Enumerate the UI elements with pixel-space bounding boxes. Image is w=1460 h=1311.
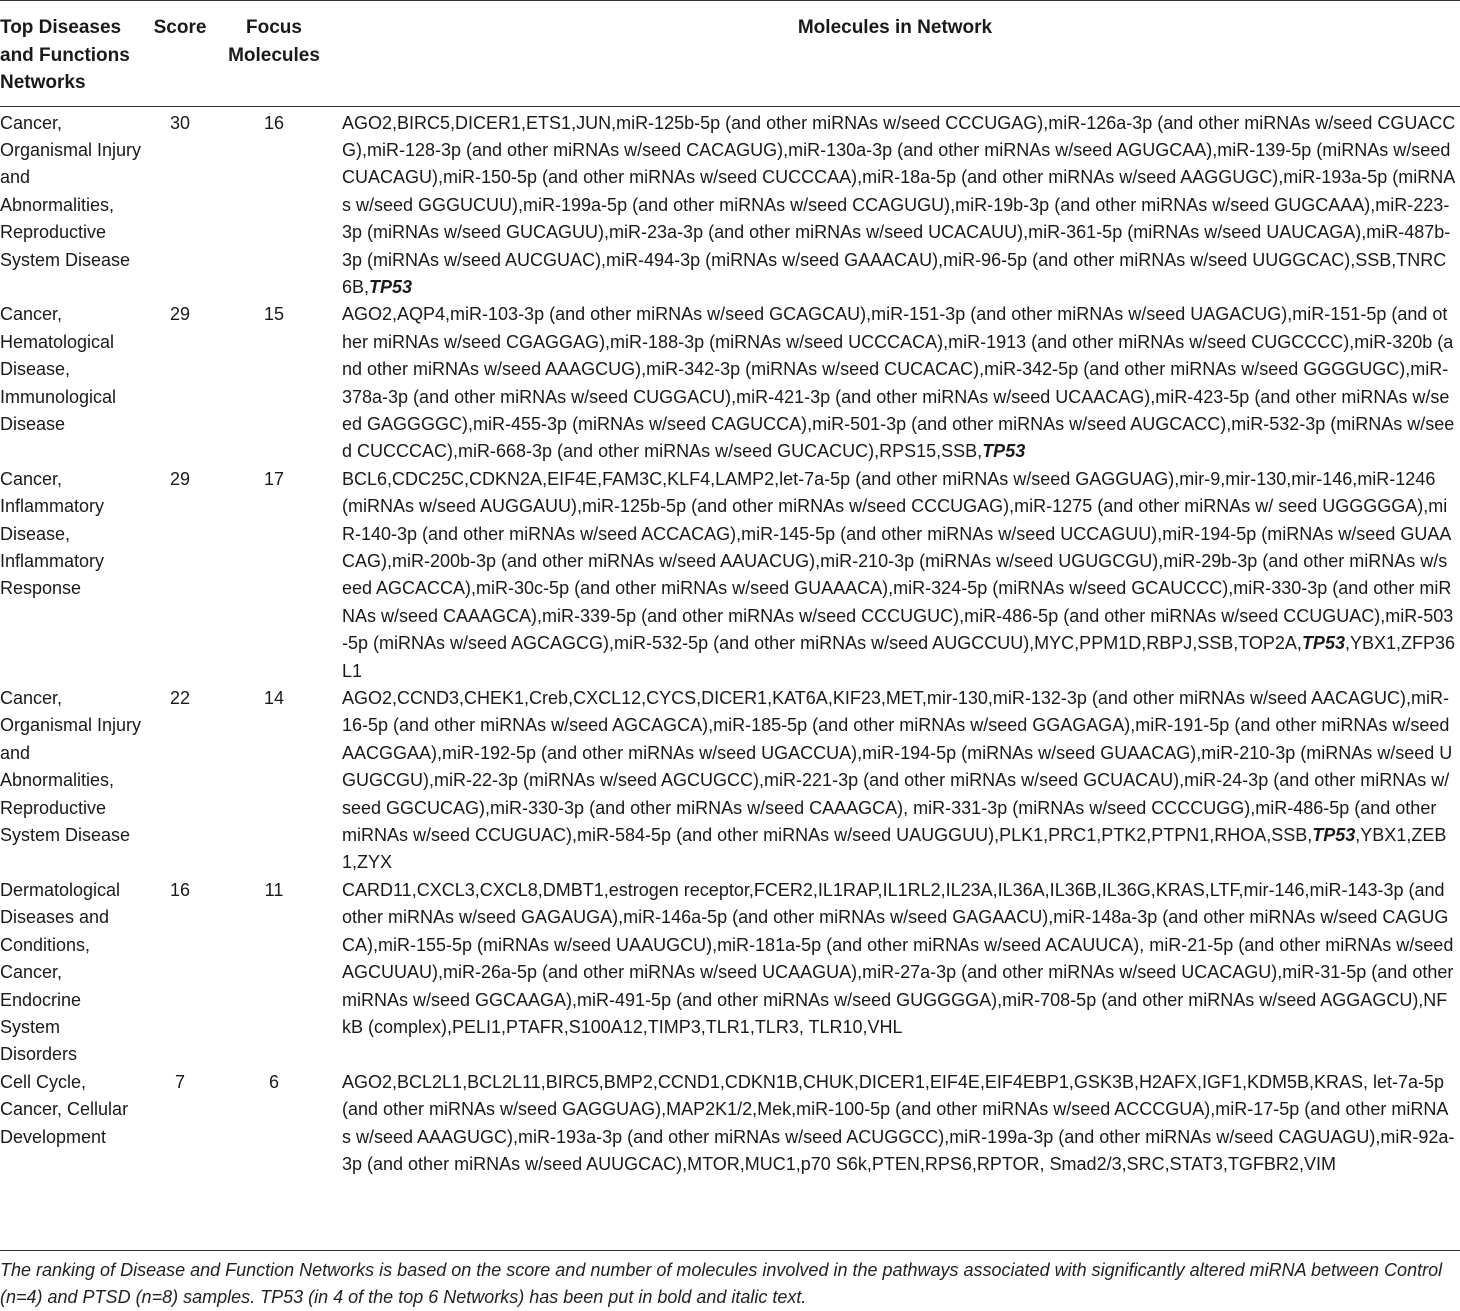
focus-cell: 11 [264, 879, 284, 900]
molecules-cell [330, 1069, 1460, 1179]
score-cell: 29 [169, 468, 191, 489]
network-cell: Cancer, Hematological Disease, Immunological Disease [0, 304, 117, 434]
score-cell: 22 [169, 688, 191, 709]
score-cell: 16 [169, 879, 191, 900]
header-focus-molecules: Focus Molecules [218, 1, 330, 107]
molecules-text: AGO2,BCL2L1,BCL2L11,BIRC5,BMP2,CCND1,CDKN1B,CHUK,DICER1,EIF4E,EIF4EBP1,GSK3B,H2AFX,IGF1,KDM5B,KRAS, let-7a-5p (and other miRNAs w/seed GAGGUAG),MAP2K1/2,Mek,miR-100-5p (and other miRNAs w/seed ACCCGUA),miR-17-5p (and other miRNAs w/seed AAAGUGC),miR-193a-3p (and other miRNAs w/seed ACUGGCC),miR-199a-3p (and other miRNAs w/seed CAGUAGU),miR-92a-3p (and other miRNAs w/seed AUUGCAC),MTOR,MUC1,p70 S6k,PTEN,RPS6,RPTOR, Smad2/3,SRC,STAT3,TGFBR2,VIM [342, 1071, 1455, 1174]
table-row [0, 106, 1460, 301]
table-header-row [0, 1, 1460, 107]
tp53-highlight: TP53 [1312, 825, 1356, 846]
tp53-highlight: TP53 [1301, 633, 1345, 654]
header-molecules: Molecules in Network [330, 1, 1460, 107]
molecules-cell [330, 106, 1460, 301]
molecules-cell [330, 301, 1460, 465]
focus-cell: 6 [268, 1071, 279, 1092]
table-row [0, 301, 1460, 465]
score-cell: 7 [174, 1071, 185, 1092]
tp53-highlight: TP53 [982, 441, 1026, 462]
table-footnote: The ranking of Disease and Function Networks is based on the score and number of molecules involved in the pathways associated with significantly altered miRNA between Control (n=4) and PTSD (n=8) samples. TP53 (in 4 of the top 6 Networks) has been put in bold and italic text. [0, 1250, 1460, 1311]
network-cell: Cancer, Organismal Injury and Abnormalities, Reproductive System Disease [0, 688, 142, 846]
molecules-cell [330, 685, 1460, 877]
network-cell: Cancer, Inflammatory Disease, Inflammatory Response [0, 468, 105, 599]
score-cell: 30 [169, 112, 191, 133]
molecules-text-after: ,YBX1,ZFP36L1 [342, 633, 1456, 681]
table-row [0, 685, 1460, 877]
network-cell: Dermatological Diseases and Conditions, Cancer, Endocrine System Disorders [0, 879, 121, 1065]
molecules-text-after: ,YBX1,ZEB1,ZYX [342, 825, 1447, 873]
molecules-text: AGO2,AQP4,miR-103-3p (and other miRNAs w/seed GCAGCAU),miR-151-3p (and other miRNAs w/seed UAGACUG),miR-151-5p (and other miRNAs w/seed CGAGGAG),miR-188-3p (miRNAs w/seed UCCCACA),miR-1913 (and other miRNAs w/seed CUGCCCC),miR-320b (and other miRNAs w/seed AAAGCUG),miR-342-3p (miRNAs w/seed CUCACAC),miR-342-5p (and other miRNAs w/seed GGGGUGC),miR-378a-3p (and other miRNAs w/seed CUGGACU),miR-421-3p (and other miRNAs w/seed UCAACAG),miR-423-5p (and other miRNAs w/seed GAGGGGC),miR-455-3p (miRNAs w/seed CAGUCCA),miR-501-3p (and other miRNAs w/seed AUGCACC),miR-532-3p (miRNAs w/seed CUCCCAC),miR-668-3p (and other miRNAs w/seed GUCACUC),RPS15,SSB, [342, 304, 1455, 462]
tp53-highlight: TP53 [369, 276, 413, 297]
score-cell: 29 [169, 304, 191, 325]
focus-cell: 14 [263, 688, 285, 709]
molecules-text: CARD11,CXCL3,CXCL8,DMBT1,estrogen receptor,FCER2,IL1RAP,IL1RL2,IL23A,IL36A,IL36B,IL36G,KRAS,LTF,mir-146,miR-143-3p (and other miRNAs w/seed GAGAUGA),miR-146a-5p (and other miRNAs w/seed GAGAACU),miR-148a-3p (and other miRNAs w/seed CAGUGCA),miR-155-5p (miRNAs w/seed UAAUGCU),miR-181a-5p (and other miRNAs w/seed ACAUUCA), miR-21-5p (and other miRNAs w/seed AGCUUAU),miR-26a-5p (and other miRNAs w/seed UCAAGUA),miR-27a-3p (and other miRNAs w/seed UCACAGU),miR-31-5p (and other miRNAs w/seed GGCAAGA),miR-491-5p (and other miRNAs w/seed GUGGGGA),miR-708-5p (and other miRNAs w/seed AGGAGCU),NFkB (complex),PELI1,PTAFR,S100A12,TIMP3,TLR1,TLR3, TLR10,VHL [342, 879, 1454, 1037]
network-cell: Cancer, Organismal Injury and Abnormalities, Reproductive System Disease [0, 112, 142, 270]
header-score: Score [142, 1, 218, 107]
molecules-cell [330, 466, 1460, 685]
focus-cell: 17 [263, 468, 285, 489]
molecules-text: BCL6,CDC25C,CDKN2A,EIF4E,FAM3C,KLF4,LAMP2,let-7a-5p (and other miRNAs w/seed GAGGUAG),mir-9,mir-130,mir-146,miR-1246 (miRNAs w/seed AUGGAUU),miR-125b-5p (and other miRNAs w/seed CCCUGAG),miR-1275 (and other miRNAs w/ seed UGGGGGA),miR-140-3p (and other miRNAs w/seed ACCACAG),miR-145-5p (and other miRNAs w/seed UCCAGUU),miR-194-5p (miRNAs w/seed GUAACAG),miR-200b-3p (and other miRNAs w/seed AAUACUG),miR-210-3p (miRNAs w/seed UGUGCGU),miR-29b-3p (and other miRNAs w/seed AGCACCA),miR-30c-5p (and other miRNAs w/seed GUAAACA),miR-324-5p (miRNAs w/seed GCAUCCC),miR-330-3p (and other miRNAs w/seed CAAAGCA),miR-339-5p (and other miRNAs w/seed CCCUGUC),miR-486-5p (and other miRNAs w/seed CCUGUAC),miR-503-5p (miRNAs w/seed AGCAGCG),miR-532-5p (and other miRNAs w/seed AUGCCUU),MYC,PPM1D,RBPJ,SSB,TOP2A, [342, 468, 1454, 654]
table-row [0, 466, 1460, 685]
table-row [0, 877, 1460, 1069]
header-network: Top Diseases and Functions Networks [0, 1, 142, 107]
molecules-text: AGO2,CCND3,CHEK1,Creb,CXCL12,CYCS,DICER1,KAT6A,KIF23,MET,mir-130,miR-132-3p (and other miRNAs w/seed AACAGUC),miR-16-5p (and other miRNAs w/seed AGCAGCA),miR-185-5p (and other miRNAs w/seed GGAGAGA),miR-191-5p (and other miRNAs w/seed AACGGAA),miR-192-5p (and other miRNAs w/seed UGACCUA),miR-194-5p (miRNAs w/seed GUAACAG),miR-210-3p (miRNAs w/seed UGUGCGU),miR-22-3p (miRNAs w/seed AGCUGCC),miR-221-3p (and other miRNAs w/seed GCUACAU),miR-24-3p (and other miRNAs w/seed GGCUCAG),miR-330-3p (and other miRNAs w/seed CAAAGCA), miR-331-3p (miRNAs w/seed CCCCUGG),miR-486-5p (and other miRNAs w/seed CCUGUAC),miR-584-5p (and other miRNAs w/seed UAUGGUU),PLK1,PRC1,PTK2,PTPN1,RHOA,SSB, [342, 688, 1453, 846]
focus-cell: 16 [263, 112, 285, 133]
molecules-cell [330, 877, 1460, 1069]
table-row [0, 1069, 1460, 1179]
focus-cell: 15 [263, 304, 285, 325]
molecules-text: AGO2,BIRC5,DICER1,ETS1,JUN,miR-125b-5p (and other miRNAs w/seed CCCUGAG),miR-126a-3p (and other miRNAs w/seed CGUACCG),miR-128-3p (and other miRNAs w/seed CACAGUG),miR-130a-3p (and other miRNAs w/seed AGUGCAA),miR-139-5p (miRNAs w/seed CUACAGU),miR-150-5p (and other miRNAs w/seed CUCCCAA),miR-18a-5p (and other miRNAs w/seed AAGGUGC),miR-193a-5p (miRNAs w/seed GGGUCUU),miR-199a-5p (and other miRNAs w/seed CCAGUGU),miR-19b-3p (and other miRNAs w/seed GUGCAAA),miR-223-3p (miRNAs w/seed GUCAGUU),miR-23a-3p (and other miRNAs w/seed UCACAUU),miR-361-5p (miRNAs w/seed UAUCAGA),miR-487b-3p (miRNAs w/seed AUCGUAC),miR-494-3p (miRNAs w/seed GAAACAU),miR-96-5p (and other miRNAs w/seed UUGGCAC),SSB,TNRC6B, [342, 112, 1456, 297]
network-cell: Cell Cycle, Cancer, Cellular Development [0, 1071, 129, 1147]
